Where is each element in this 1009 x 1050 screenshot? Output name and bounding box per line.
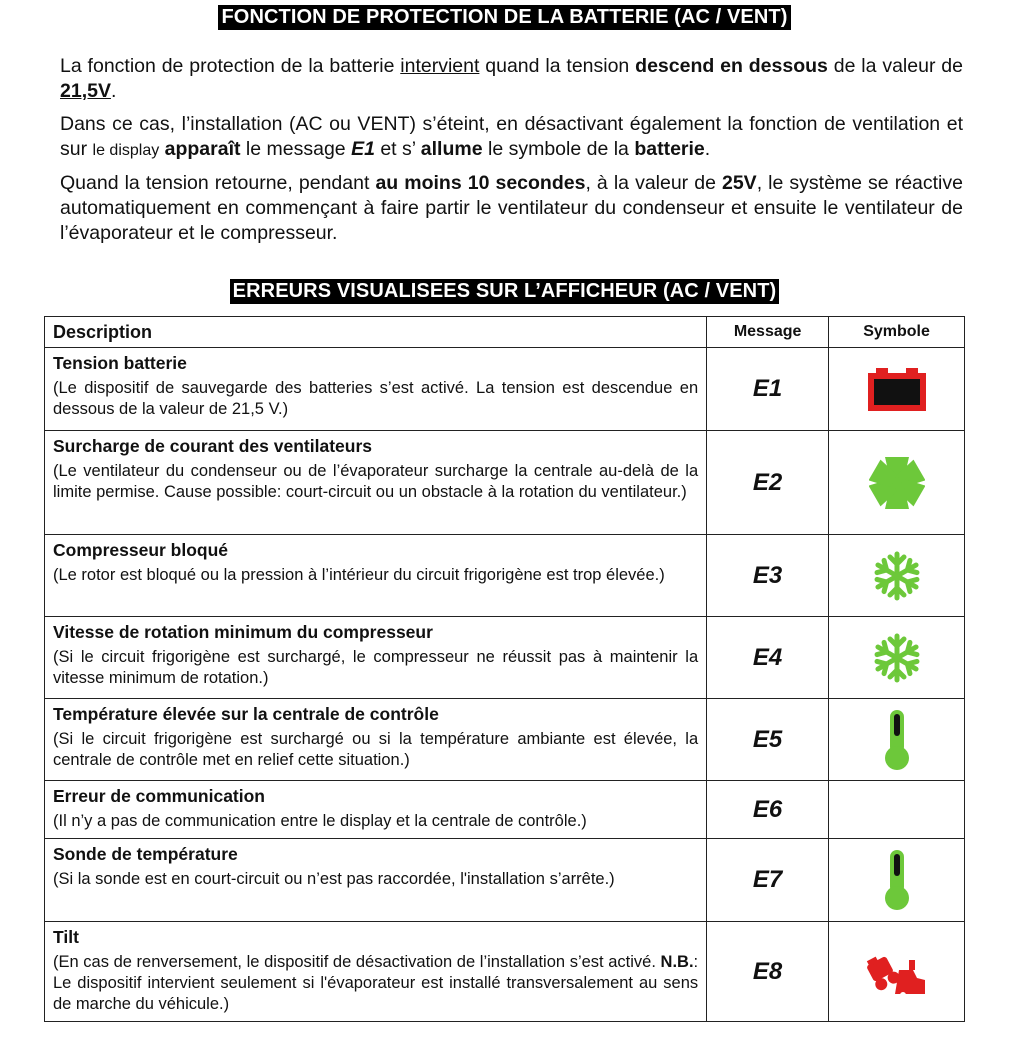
text-small: le display (92, 142, 160, 159)
row-text (53, 952, 698, 1015)
text: (En cas de renversement, le dispositif de désactivation de l’installation s’est activé. (53, 953, 661, 971)
row-description (45, 535, 707, 617)
text: , le système se réactive automatiquement en commençant à faire partir le ventilateur du condenseur et ensuite le ventilateur de l’évaporateur et le compresseur. (60, 172, 963, 244)
row-message: E3 (707, 535, 829, 617)
row-description (45, 839, 707, 922)
battery-icon (867, 366, 927, 412)
fan-icon (869, 455, 925, 511)
row-text: (Le dispositif de sauvegarde des batteries s’est activé. La tension est descendue en dessous de la valeur de 21,5 V.) (53, 379, 699, 418)
row-description (45, 922, 707, 1022)
header-message: Message (707, 317, 829, 348)
error-code: E1 (351, 138, 375, 160)
text: et s’ (374, 138, 421, 160)
row-title: Surcharge de courant des ventilateurs (53, 436, 372, 456)
row-title: Compresseur bloqué (53, 540, 229, 560)
paragraph-2 (60, 112, 963, 163)
row-symbol (829, 839, 965, 922)
text: , à la valeur de (585, 172, 722, 194)
note-label: N.B. (660, 953, 694, 971)
paragraph-1 (60, 54, 963, 104)
text: le symbole de la (482, 138, 635, 160)
table-row (45, 535, 965, 617)
row-title: Vitesse de rotation minimum du compresseur (53, 622, 433, 642)
row-title: Sonde de température (53, 844, 238, 864)
snowflake-icon (871, 550, 923, 602)
thermometer-icon (882, 708, 912, 772)
row-symbol (829, 617, 965, 699)
text: La fonction de protection de la batterie (60, 55, 401, 77)
text: quand la tension (479, 55, 636, 77)
row-message: E8 (707, 922, 829, 1022)
error-table (44, 316, 965, 1022)
text: Dans ce cas, l’installation (AC ou VENT) s’éteint, en désactivant également la fonction de ventilation et sur (60, 113, 963, 160)
table-header-row (45, 317, 965, 348)
row-message: E1 (707, 348, 829, 431)
section-heading-battery-protection (0, 6, 1009, 29)
row-title: Erreur de communication (53, 786, 265, 806)
thermometer-icon (882, 848, 912, 912)
heading-text: ERREURS VISUALISEES SUR L’AFFICHEUR (AC / VENT) (230, 279, 780, 304)
text-bold: allume (420, 138, 483, 160)
text: : Le dispositif intervient seulement si l'évaporateur est installé transversalement au sens de marche du véhicule.) (53, 953, 699, 1013)
table-row (45, 699, 965, 781)
section-heading-errors (0, 280, 1009, 303)
row-symbol (829, 348, 965, 431)
row-symbol (829, 431, 965, 535)
voltage-value: 25V (721, 172, 757, 194)
row-message: E4 (707, 617, 829, 699)
row-symbol (829, 922, 965, 1022)
table-row (45, 922, 965, 1022)
tilt-icon (865, 946, 929, 998)
row-message: E7 (707, 839, 829, 922)
table-row (45, 617, 965, 699)
row-message: E2 (707, 431, 829, 535)
row-symbol (829, 699, 965, 781)
row-description (45, 781, 707, 839)
row-description (45, 617, 707, 699)
row-text: (Il n’y a pas de communication entre le display et la centrale de contrôle.) (53, 812, 587, 830)
row-message: E5 (707, 699, 829, 781)
text-underlined: intervient (400, 55, 480, 77)
row-symbol (829, 535, 965, 617)
heading-text: FONCTION DE PROTECTION DE LA BATTERIE (AC / VENT) (218, 5, 790, 30)
row-text: (Si le circuit frigorigène est surchargé ou si la température ambiante est élevée, la centrale de contrôle met en relief cette situation.) (53, 730, 699, 769)
text: le message (240, 138, 352, 160)
text: Quand la tension retourne, pendant (60, 172, 376, 194)
table-row (45, 781, 965, 839)
text-bold: au moins 10 secondes (375, 172, 586, 194)
row-text: (Si la sonde est en court-circuit ou n’est pas raccordée, l'installation s’arrête.) (53, 870, 615, 888)
header-symbole: Symbole (829, 317, 965, 348)
row-symbol-empty (829, 781, 965, 839)
text: . (704, 138, 711, 160)
row-description (45, 431, 707, 535)
text: de la valeur de (827, 55, 964, 77)
row-text: (Si le circuit frigorigène est surchargé, le compresseur ne réussit pas à maintenir la vitesse minimum de rotation.) (53, 648, 699, 687)
text: . (110, 80, 117, 102)
row-text: (Le ventilateur du condenseur ou de l’évaporateur surcharge la centrale au-delà de la limite permise. Cause possible: court-circuit ou un obstacle à la rotation du ventilateur.) (53, 462, 699, 501)
row-message: E6 (707, 781, 829, 839)
paragraph-3 (60, 171, 963, 246)
intro-text (60, 54, 963, 254)
text-bold: apparaît (164, 138, 241, 160)
row-title: Tilt (53, 927, 79, 947)
table-row (45, 431, 965, 535)
row-title: Température élevée sur la centrale de contrôle (53, 704, 439, 724)
header-description: Description (45, 317, 707, 348)
table-row (45, 839, 965, 922)
row-title: Tension batterie (53, 353, 187, 373)
snowflake-icon (871, 632, 923, 684)
row-text: (Le rotor est bloqué ou la pression à l’intérieur du circuit frigorigène est trop élevée.) (53, 566, 665, 584)
table-row (45, 348, 965, 431)
row-description (45, 348, 707, 431)
text-bold: batterie (634, 138, 705, 160)
row-description (45, 699, 707, 781)
text-bold: descend en dessous (635, 55, 828, 77)
voltage-value: 21,5V (60, 80, 111, 102)
